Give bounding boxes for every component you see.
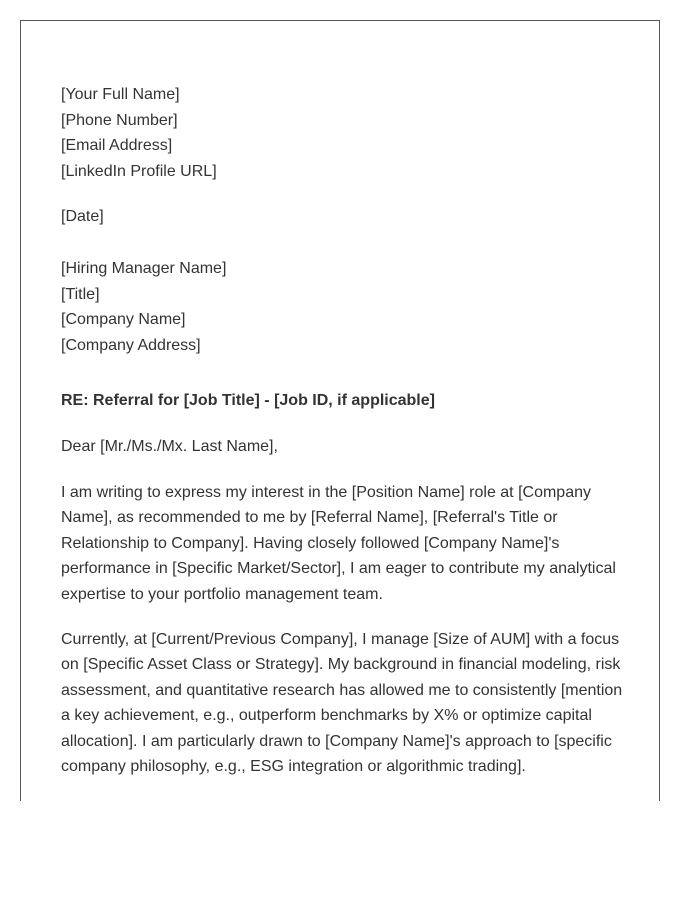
date-block: [61, 204, 631, 230]
body-paragraph-2: [61, 627, 631, 781]
sender-phone: [Phone Number]: [61, 111, 178, 129]
recipient-address: [Company Address]: [61, 336, 201, 354]
paragraph-text: I am writing to express my interest in the [Position Name] role at [Company Name], as recommended to me by [Referral Name], [Referral's Title or Relationship to Company]. Having closely followed [Company Name]'s performance in [Specific Market/Sector], I am eager to contribute my analytical expertise to your portfolio management team.: [61, 483, 616, 603]
recipient-manager: [Hiring Manager Name]: [61, 259, 227, 277]
body-paragraph-1: [61, 480, 631, 608]
sender-name: [Your Full Name]: [61, 86, 180, 103]
recipient-title: [Title]: [61, 285, 100, 303]
letter-date: [Date]: [61, 208, 104, 226]
sender-block: [61, 82, 631, 184]
letter-content: [61, 82, 631, 780]
sender-email: [Email Address]: [61, 137, 173, 155]
subject-line: [61, 388, 631, 414]
letter-page: [20, 20, 660, 801]
salutation-text: Dear [Mr./Ms./Mx. Last Name],: [61, 437, 278, 455]
recipient-company: [Company Name]: [61, 311, 186, 329]
paragraph-text: Currently, at [Current/Previous Company], I manage [Size of AUM] with a focus on [Specific Asset Class or Strategy]. My background in financial modeling, risk assessment, and quantitative research has allowed me to consistently [mention a key achievement, e.g., outperform benchmarks by X% or optimize capital allocation]. I am particularly drawn to [Company Name]'s approach to [specific company philosophy, e.g., ESG integration or algorithmic trading].: [61, 630, 623, 776]
recipient-block: [61, 256, 631, 358]
subject-text: RE: Referral for [Job Title] - [Job ID, if applicable]: [61, 392, 435, 410]
sender-linkedin: [LinkedIn Profile URL]: [61, 162, 217, 180]
salutation-block: [61, 434, 631, 460]
